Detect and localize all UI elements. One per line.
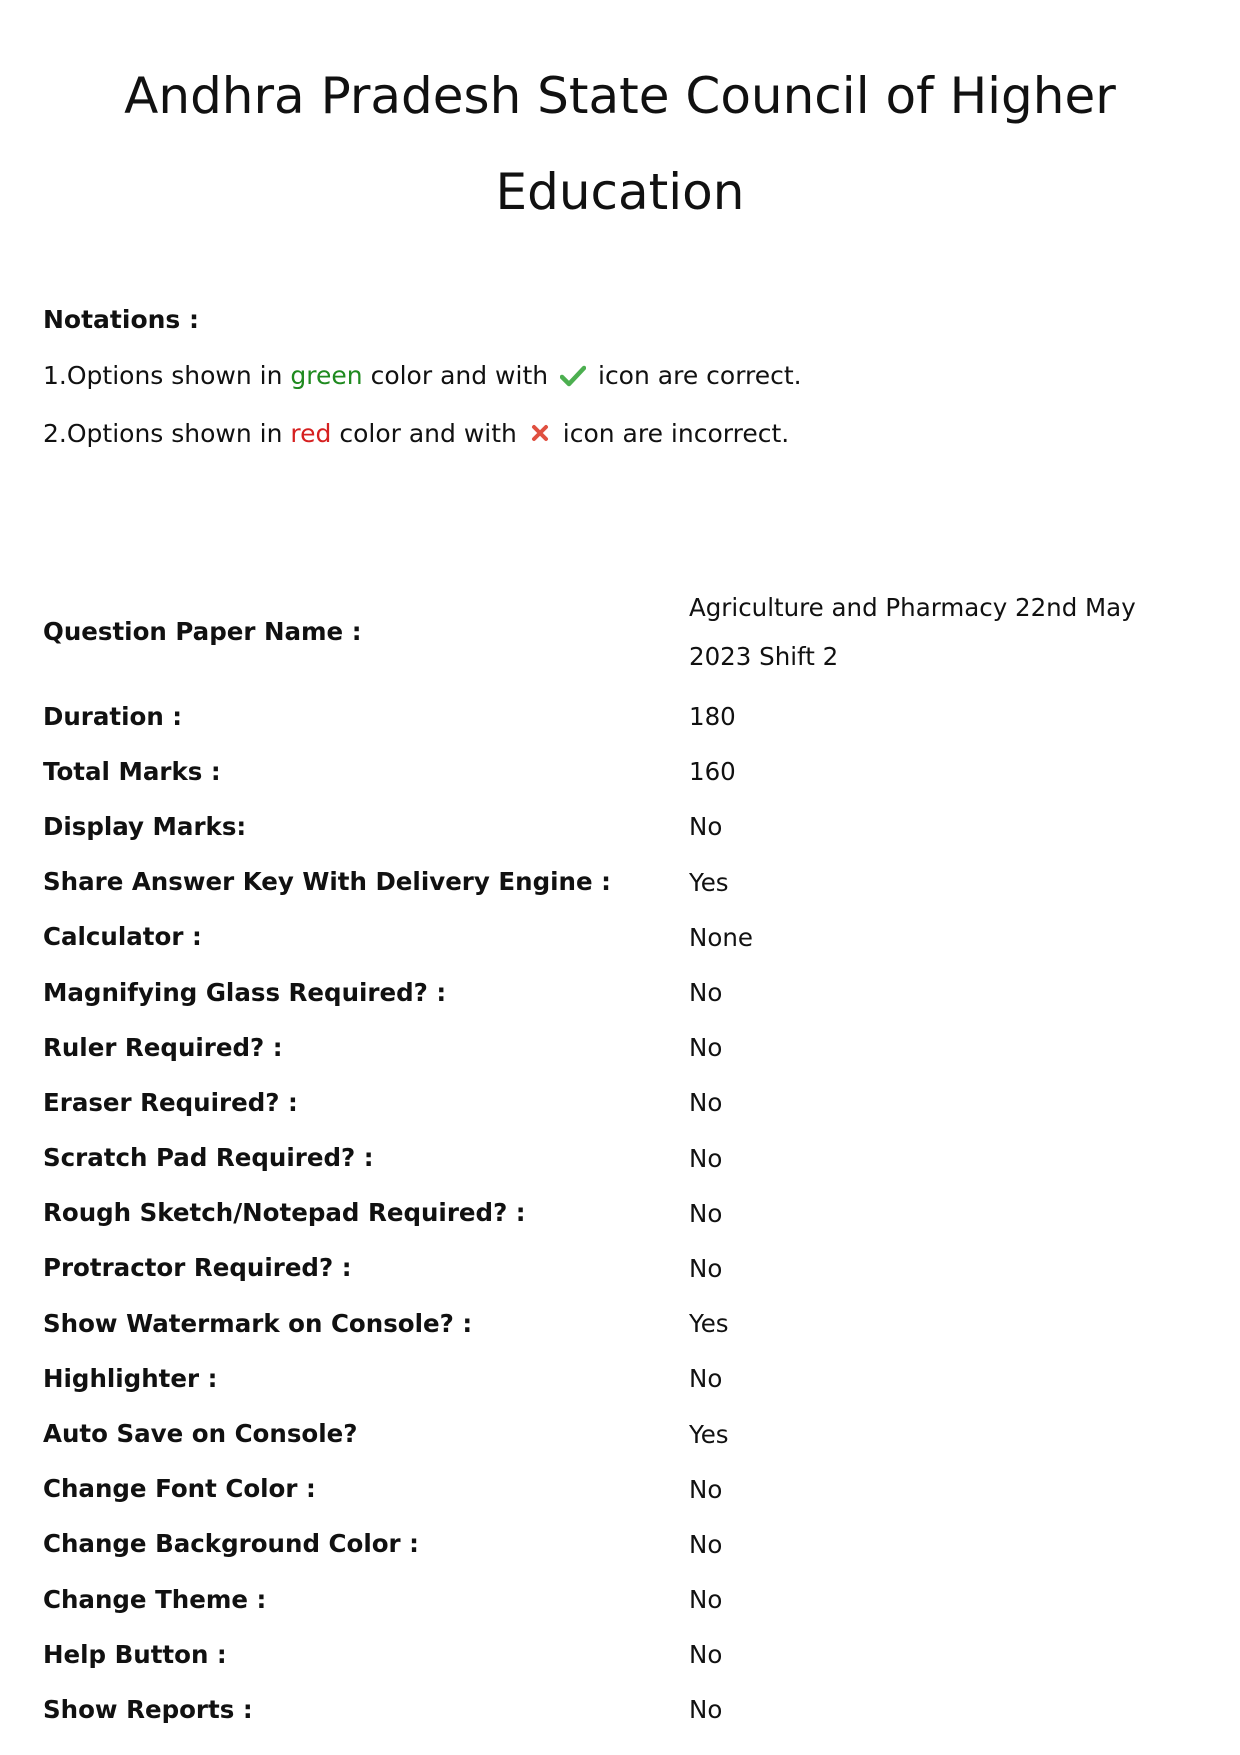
info-row bbox=[43, 689, 1203, 744]
notation-correct-line bbox=[43, 356, 1193, 399]
info-label: Display Marks: bbox=[43, 811, 247, 841]
info-row bbox=[43, 1020, 1203, 1075]
info-label: Auto Save on Console? bbox=[43, 1419, 358, 1449]
info-row bbox=[43, 1682, 1203, 1737]
info-row bbox=[43, 1075, 1203, 1130]
notation-text: color and with bbox=[362, 361, 557, 390]
info-label: Show Reports : bbox=[43, 1694, 253, 1724]
info-value: No bbox=[689, 1088, 723, 1118]
info-label: Change Background Color : bbox=[43, 1529, 419, 1559]
info-value: No bbox=[689, 812, 723, 842]
notations-heading: Notations : bbox=[43, 305, 199, 334]
info-label: Eraser Required? : bbox=[43, 1087, 298, 1117]
cross-icon bbox=[529, 417, 551, 457]
info-label: Ruler Required? : bbox=[43, 1032, 283, 1062]
info-row bbox=[43, 965, 1203, 1020]
notation-incorrect-line bbox=[43, 414, 1193, 457]
notation-text: color and with bbox=[331, 419, 525, 448]
red-word: red bbox=[290, 419, 332, 448]
info-value: 160 bbox=[689, 757, 736, 787]
info-value: Yes bbox=[689, 1419, 729, 1449]
info-label: Change Theme : bbox=[43, 1584, 267, 1614]
info-value: No bbox=[689, 1143, 723, 1173]
paper-info-table bbox=[43, 583, 1203, 1738]
info-label: Highlighter : bbox=[43, 1363, 218, 1393]
notation-text: icon are correct. bbox=[590, 361, 802, 390]
info-value: No bbox=[689, 1198, 723, 1228]
check-icon bbox=[560, 359, 586, 399]
info-value: No bbox=[689, 978, 723, 1008]
info-row bbox=[43, 799, 1203, 854]
info-row bbox=[43, 1296, 1203, 1351]
info-row bbox=[43, 744, 1203, 799]
notation-text: 1.Options shown in bbox=[43, 361, 291, 390]
info-value: No bbox=[689, 1474, 723, 1504]
info-value: No bbox=[689, 1640, 723, 1670]
info-row bbox=[43, 1241, 1203, 1296]
notation-text: icon are incorrect. bbox=[554, 419, 790, 448]
info-row bbox=[43, 1351, 1203, 1406]
notations-section bbox=[43, 300, 1193, 472]
info-row bbox=[43, 1627, 1203, 1682]
info-value: No bbox=[689, 1585, 723, 1615]
info-label: Help Button : bbox=[43, 1639, 227, 1669]
info-value: No bbox=[689, 1033, 723, 1063]
info-label: Magnifying Glass Required? : bbox=[43, 977, 447, 1007]
info-row bbox=[43, 1186, 1203, 1241]
info-row bbox=[43, 1572, 1203, 1627]
info-row bbox=[43, 1131, 1203, 1186]
info-value: None bbox=[689, 922, 753, 952]
info-value: Agriculture and Pharmacy 22nd May 2023 Shift 2 bbox=[689, 593, 1136, 671]
notation-text: 2.Options shown in bbox=[43, 419, 291, 448]
info-value: No bbox=[689, 1695, 723, 1725]
info-label: Total Marks : bbox=[43, 756, 221, 786]
info-row bbox=[43, 1517, 1203, 1572]
info-value: Yes bbox=[689, 867, 729, 897]
info-value: No bbox=[689, 1529, 723, 1559]
page-title: Andhra Pradesh State Council of Higher Education bbox=[124, 67, 1116, 221]
info-label: Protractor Required? : bbox=[43, 1253, 352, 1283]
info-row bbox=[43, 855, 1203, 910]
info-value: No bbox=[689, 1253, 723, 1283]
info-label: Rough Sketch/Notepad Required? : bbox=[43, 1198, 526, 1228]
info-label: Question Paper Name : bbox=[43, 617, 362, 646]
info-label: Scratch Pad Required? : bbox=[43, 1143, 374, 1173]
info-row bbox=[43, 1462, 1203, 1517]
info-label: Duration : bbox=[43, 701, 183, 731]
info-label: Change Font Color : bbox=[43, 1474, 316, 1504]
green-word: green bbox=[290, 361, 363, 390]
info-row bbox=[43, 583, 1203, 681]
info-label: Show Watermark on Console? : bbox=[43, 1308, 473, 1338]
info-row bbox=[43, 1406, 1203, 1461]
info-value: Yes bbox=[689, 1309, 729, 1339]
info-value: No bbox=[689, 1364, 723, 1394]
info-row bbox=[43, 910, 1203, 965]
info-value: 180 bbox=[689, 702, 736, 732]
info-label: Share Answer Key With Delivery Engine : bbox=[43, 867, 611, 897]
info-label: Calculator : bbox=[43, 922, 202, 952]
